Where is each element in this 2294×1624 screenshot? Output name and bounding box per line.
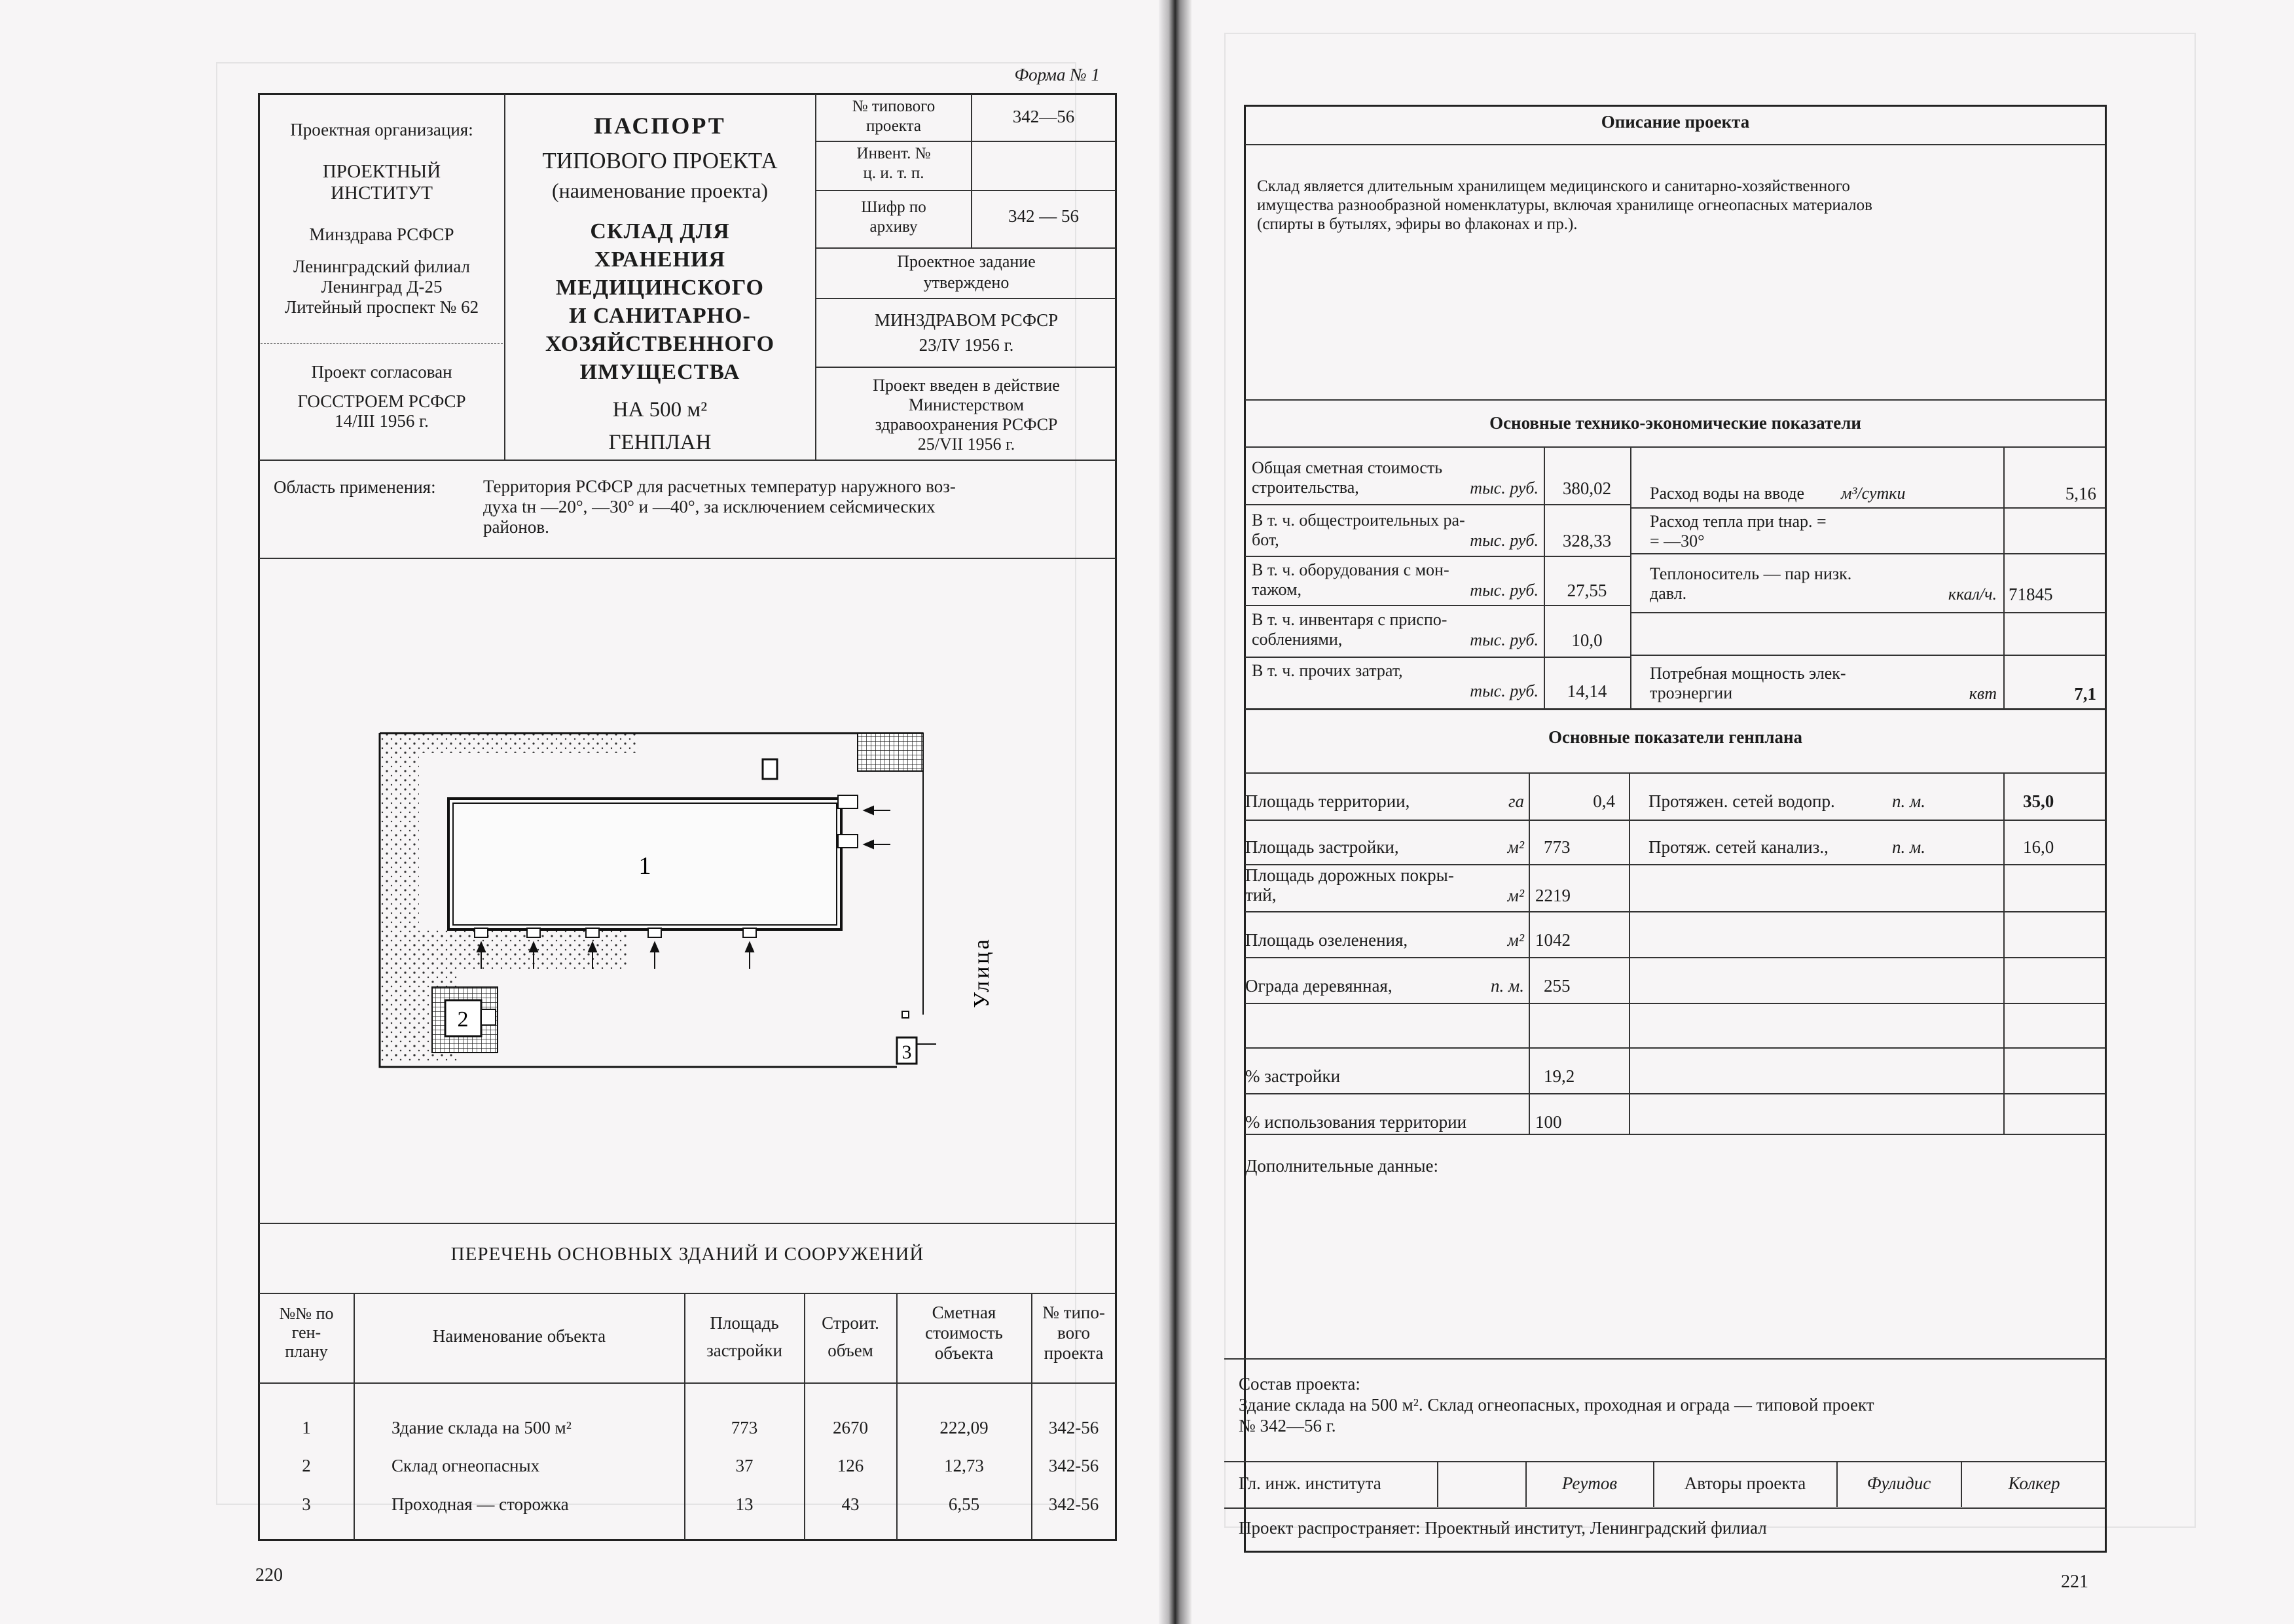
page-number-right: 221 bbox=[2061, 1572, 2088, 1592]
col-header-volume: Строит. объем bbox=[822, 1313, 879, 1360]
passport-heading: ПАСПОРТ bbox=[594, 113, 726, 139]
row-2-no: 2 bbox=[302, 1456, 311, 1475]
tech-left-label-1: Общая сметная стоимость строительства, bbox=[1252, 458, 1443, 497]
distributor-text: Проект распространяет: Проектный институт, Ленинградский филиал bbox=[1239, 1518, 1767, 1538]
tech-left-unit-4: тыс. руб. bbox=[1470, 630, 1538, 649]
row-3-no: 3 bbox=[302, 1494, 311, 1514]
task-label: Проектное задание утверждено bbox=[897, 252, 1036, 292]
tech-left-label-3: В т. ч. оборудования с мон- тажом, bbox=[1252, 560, 1449, 599]
plan-left-value-2: 773 bbox=[1544, 837, 1571, 857]
tech-right-unit-1: м³/сутки bbox=[1841, 484, 1906, 503]
row-3-volume: 43 bbox=[841, 1494, 860, 1514]
row-1-project: 342-56 bbox=[1048, 1418, 1099, 1437]
plan-left-label-1: Площадь территории, bbox=[1245, 791, 1410, 811]
tech-left-value-4: 10,0 bbox=[1571, 630, 1603, 650]
scope-label: Область применения: bbox=[274, 477, 436, 497]
org-ministry: Минздрава РСФСР bbox=[309, 225, 454, 244]
plan-left-unit-2: м² bbox=[1507, 837, 1524, 857]
tech-right-label-5: Потребная мощность элек- троэнергии bbox=[1650, 664, 1846, 702]
plan-left-value-7: 19,2 bbox=[1544, 1066, 1575, 1086]
typical-label: № типового проекта bbox=[852, 98, 936, 135]
row-2-name: Склад огнеопасных bbox=[391, 1456, 540, 1475]
org-name: ПРОЕКТНЫЙ ИНСТИТУТ bbox=[322, 161, 441, 204]
row-2-volume: 126 bbox=[837, 1456, 864, 1475]
col-header-cost: Сметная стоимость объекта bbox=[925, 1303, 1003, 1363]
tech-left-value-1: 380,02 bbox=[1562, 478, 1612, 498]
tech-right-label-2: Расход тепла при tнар. = = —30° bbox=[1650, 512, 1827, 550]
tech-right-unit-3: ккал/ч. bbox=[1948, 585, 1997, 604]
intro-text: Проект введен в действие Министерством здравоохранения РСФСР 25/VII 1956 г. bbox=[873, 376, 1060, 454]
desc-title: Описание проекта bbox=[1601, 112, 1750, 132]
chief-engineer-name: Реутов bbox=[1561, 1473, 1618, 1493]
tech-right-value-1: 5,16 bbox=[2065, 484, 2096, 503]
list-title: ПЕРЕЧЕНЬ ОСНОВНЫХ ЗДАНИЙ И СООРУЖЕНИЙ bbox=[450, 1244, 924, 1265]
plan-left-value-5: 255 bbox=[1544, 976, 1571, 996]
plan-left-unit-5: п. м. bbox=[1491, 976, 1524, 996]
row-2-area: 37 bbox=[735, 1456, 754, 1475]
plan-right-label-1: Протяжен. сетей водопр. bbox=[1648, 791, 1835, 811]
row-3-cost: 6,55 bbox=[948, 1494, 980, 1514]
plan-left-unit-1: га bbox=[1508, 791, 1524, 811]
tech-left-unit-3: тыс. руб. bbox=[1470, 581, 1538, 600]
tech-left-value-3: 27,55 bbox=[1567, 581, 1607, 600]
tech-left-label-5: В т. ч. прочих затрат, bbox=[1252, 661, 1403, 680]
tech-left-value-2: 328,33 bbox=[1562, 531, 1612, 550]
plan-left-label-4: Площадь озеленения, bbox=[1245, 930, 1408, 950]
plan-right-value-1: 35,0 bbox=[2023, 791, 2054, 811]
page-number-left: 220 bbox=[255, 1565, 283, 1585]
row-2-project: 342-56 bbox=[1048, 1456, 1099, 1475]
row-3-area: 13 bbox=[735, 1494, 754, 1514]
row-3-name: Проходная — сторожка bbox=[391, 1494, 569, 1514]
typical-value: 342—56 bbox=[1012, 107, 1075, 126]
plan-left-unit-4: м² bbox=[1507, 930, 1524, 950]
author-1-name: Фулидис bbox=[1866, 1473, 1931, 1493]
row-1-cost: 222,09 bbox=[939, 1418, 989, 1437]
chief-engineer-label: Гл. инж. института bbox=[1239, 1473, 1381, 1493]
tech-left-label-4: В т. ч. инвентаря с приспо- соблениями, bbox=[1252, 610, 1447, 649]
col-header-name: Наименование объекта bbox=[432, 1326, 606, 1346]
author-2-name: Колкер bbox=[2008, 1473, 2060, 1493]
building-2-label: 2 bbox=[457, 1007, 469, 1032]
building-3-label: 3 bbox=[901, 1041, 912, 1063]
form-label: Форма № 1 bbox=[1014, 65, 1100, 84]
plan-left-label-7: % застройки bbox=[1245, 1066, 1341, 1086]
org-address: Ленинградский филиал Ленинград Д-25 Литейный проспект № 62 bbox=[284, 257, 479, 317]
col-header-project: № типо- вого проекта bbox=[1042, 1303, 1105, 1363]
book-spine bbox=[1159, 0, 1192, 1624]
tech-left-unit-1: тыс. руб. bbox=[1470, 478, 1538, 497]
plan-left-label-5: Ограда деревянная, bbox=[1245, 976, 1393, 996]
tech-left-label-2: В т. ч. общестроительных ра- бот, bbox=[1252, 511, 1465, 549]
plan-right-value-2: 16,0 bbox=[2023, 837, 2054, 857]
plan-left-label-8: % использования территории bbox=[1245, 1112, 1467, 1132]
extra-label: Дополнительные данные: bbox=[1245, 1156, 1439, 1176]
project-name: СКЛАД ДЛЯ ХРАНЕНИЯ МЕДИЦИНСКОГО И САНИТАРНО- ХОЗЯЙСТВЕННОГО ИМУЩЕСТВА bbox=[545, 219, 775, 384]
plan-left-value-4: 1042 bbox=[1535, 930, 1571, 950]
tech-right-label-1: Расход воды на вводе bbox=[1650, 484, 1805, 503]
project-section: ГЕНПЛАН bbox=[608, 431, 712, 454]
agreed-label: Проект согласован bbox=[311, 362, 452, 382]
plan-right-unit-2: п. м. bbox=[1892, 837, 1925, 857]
plan-left-label-3: Площадь дорожных покры- тий, bbox=[1245, 865, 1454, 905]
passport-type: ТИПОВОГО ПРОЕКТА bbox=[542, 148, 778, 173]
inventory-label: Инвент. № ц. и. т. п. bbox=[856, 145, 931, 182]
agreed-by: ГОССТРОЕМ РСФСР 14/III 1956 г. bbox=[297, 391, 466, 431]
plan-left-unit-3: м² bbox=[1507, 886, 1524, 905]
cipher-label: Шифр по архиву bbox=[861, 198, 926, 236]
tech-right-unit-5: квт bbox=[1969, 684, 1997, 703]
row-1-volume: 2670 bbox=[833, 1418, 868, 1437]
row-2-cost: 12,73 bbox=[944, 1456, 984, 1475]
tech-left-unit-2: тыс. руб. bbox=[1470, 531, 1538, 550]
plan-left-value-8: 100 bbox=[1535, 1112, 1562, 1132]
plan-left-value-1: 0,4 bbox=[1593, 791, 1615, 811]
org-label: Проектная организация: bbox=[290, 120, 473, 139]
plan-right-label-2: Протяж. сетей канализ., bbox=[1648, 837, 1829, 857]
tech-right-label-3: Теплоноситель — пар низк. давл. bbox=[1650, 564, 1852, 603]
row-1-area: 773 bbox=[731, 1418, 758, 1437]
task-by: МИНЗДРАВОМ РСФСР 23/IV 1956 г. bbox=[874, 310, 1059, 355]
desc-text: Склад является длительным хранилищем медицинского и санитарно-хозяйственного имущества разнообразной номенклатуры, включая хранилище огнеопасных материалов (спирты в бутылях, эфиры во флаконах и пр.). bbox=[1257, 177, 1872, 233]
passport-subtitle: (наименование проекта) bbox=[551, 179, 769, 202]
col-header-area: Площадь застройки bbox=[706, 1313, 782, 1360]
plan-right-unit-1: п. м. bbox=[1892, 791, 1925, 811]
building-1-label: 1 bbox=[638, 852, 651, 880]
plan-title: Основные показатели генплана bbox=[1548, 727, 1803, 747]
scope-text: Территория РСФСР для расчетных температур наружного воз- духа tн —20°, —30° и —40°, за исключением сейсмических районов. bbox=[483, 477, 956, 537]
col-header-no: №№ по ген- плану bbox=[279, 1304, 334, 1361]
hatched-zone bbox=[858, 733, 923, 771]
plan-left-value-3: 2219 bbox=[1535, 886, 1571, 905]
row-1-no: 1 bbox=[302, 1418, 311, 1437]
tech-right-value-3: 71845 bbox=[2009, 585, 2053, 604]
row-3-project: 342-56 bbox=[1048, 1494, 1099, 1514]
plan-left-label-2: Площадь застройки, bbox=[1245, 837, 1399, 857]
tech-right-value-5: 7,1 bbox=[2074, 684, 2096, 704]
site-plan-drawing bbox=[367, 713, 1008, 1093]
tech-title: Основные технико-экономические показатели bbox=[1489, 413, 1861, 433]
tech-left-value-5: 14,14 bbox=[1567, 681, 1607, 701]
tech-left-unit-5: тыс. руб. bbox=[1470, 681, 1538, 700]
passport-right-frame bbox=[1244, 105, 2107, 1553]
row-1-name: Здание склада на 500 м² bbox=[391, 1418, 572, 1437]
composition-text: Состав проекта: Здание склада на 500 м². Склад огнеопасных, проходная и ограда — типовой проект № 342—56 г. bbox=[1239, 1374, 1874, 1435]
street-label: Улица bbox=[970, 937, 994, 1008]
authors-label: Авторы проекта bbox=[1684, 1473, 1806, 1493]
cipher-value: 342 — 56 bbox=[1008, 206, 1079, 226]
project-capacity: НА 500 м² bbox=[612, 398, 708, 422]
